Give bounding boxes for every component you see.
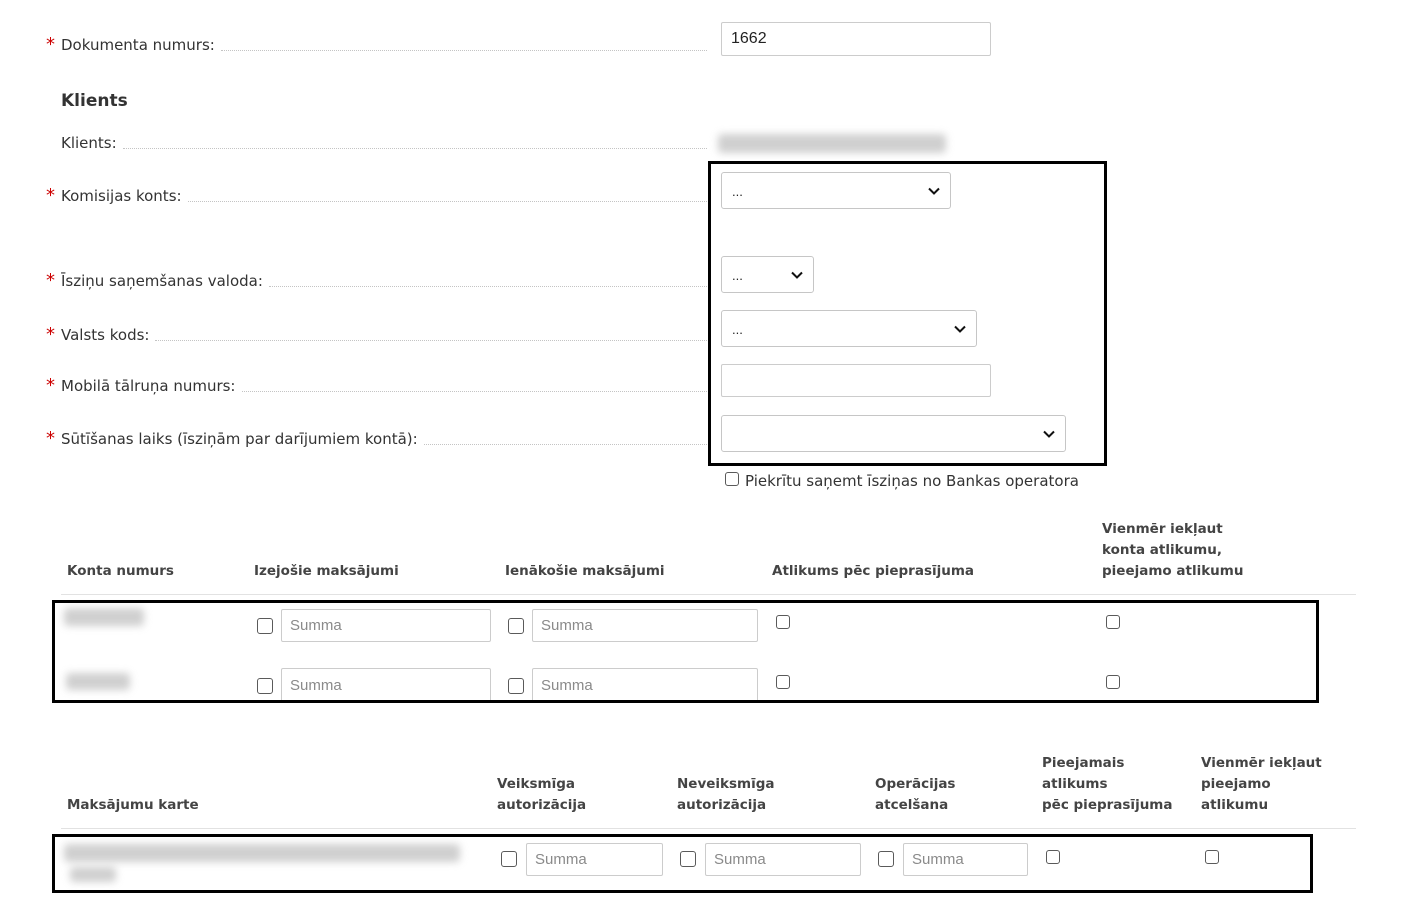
failed-auth-checkbox[interactable]: [680, 851, 696, 867]
field-row-document-number: [46, 34, 707, 55]
column-header-account-number: Konta numurs: [67, 563, 174, 579]
account-number-redacted: [66, 673, 130, 690]
dotted-leader: [123, 148, 707, 149]
chevron-down-icon: [1043, 430, 1055, 438]
always-include-available-checkbox[interactable]: [1205, 850, 1219, 864]
column-header-outgoing: Izejošie maksājumi: [254, 563, 399, 579]
sms-language-label: Īsziņu saņemšanas valoda:: [61, 272, 263, 290]
incoming-checkbox[interactable]: [508, 678, 524, 694]
balance-on-request-checkbox[interactable]: [776, 675, 790, 689]
consent-label[interactable]: Piekrītu saņemt īsziņas no Bankas operatora: [745, 472, 1079, 490]
select-value: ...: [732, 322, 743, 337]
select-value: ...: [732, 268, 743, 283]
document-number-input[interactable]: [721, 22, 991, 56]
field-row-sending-time: [46, 428, 707, 449]
select-value: ...: [732, 184, 743, 199]
client-section-title: Klients: [61, 91, 128, 111]
successful-auth-amount-input[interactable]: [526, 843, 663, 876]
card-name-redacted: [70, 867, 116, 882]
column-header-payment-card: Maksājumu karte: [67, 797, 199, 813]
commission-account-label: Komisijas konts:: [61, 187, 182, 205]
sms-language-select[interactable]: [721, 256, 814, 293]
outgoing-checkbox[interactable]: [257, 618, 273, 634]
column-header-incoming: Ienākošie maksājumi: [505, 563, 665, 579]
always-include-checkbox[interactable]: [1106, 675, 1120, 689]
required-asterisk: *: [46, 428, 55, 449]
column-header-always-include: Vienmēr iekļaut konta atlikumu, pieejamo atlikumu: [1102, 521, 1244, 579]
table-divider: [61, 828, 1356, 829]
incoming-amount-input[interactable]: [532, 668, 758, 703]
country-code-select[interactable]: [721, 310, 977, 347]
reversal-checkbox[interactable]: [878, 851, 894, 867]
table-row: [0, 600, 1405, 660]
column-header-failed-auth: Neveiksmīga autorizācija: [677, 776, 775, 813]
column-header-reversal: Operācijas atcelšana: [875, 776, 956, 813]
mobile-number-input[interactable]: [721, 364, 991, 397]
dotted-leader: [269, 286, 707, 287]
dotted-leader: [424, 444, 707, 445]
required-asterisk: *: [46, 185, 55, 206]
reversal-amount-input[interactable]: [903, 843, 1028, 876]
document-number-label: Dokumenta numurs:: [61, 36, 215, 54]
dotted-leader: [221, 50, 707, 51]
consent-checkbox[interactable]: [725, 472, 739, 486]
column-header-available-on-request: Pieejamais atlikums pēc pieprasījuma: [1042, 755, 1173, 813]
chevron-down-icon: [791, 271, 803, 279]
field-row-sms-language: [46, 270, 707, 291]
required-asterisk: *: [46, 34, 55, 55]
field-row-mobile-number: [46, 375, 707, 396]
field-row-client: [61, 133, 707, 153]
client-name-redacted: [718, 134, 946, 153]
accounts-table-header: [0, 500, 1405, 582]
country-code-label: Valsts kods:: [61, 326, 150, 344]
sending-time-select[interactable]: [721, 415, 1066, 452]
balance-on-request-checkbox[interactable]: [776, 615, 790, 629]
required-asterisk: *: [46, 324, 55, 345]
commission-account-select[interactable]: [721, 172, 951, 209]
client-label: Klients:: [61, 134, 117, 152]
table-row: [0, 660, 1405, 703]
incoming-checkbox[interactable]: [508, 618, 524, 634]
incoming-amount-input[interactable]: [532, 609, 758, 642]
failed-auth-amount-input[interactable]: [705, 843, 861, 876]
dotted-leader: [242, 391, 708, 392]
field-row-country-code: [46, 324, 707, 345]
table-divider: [61, 594, 1356, 595]
outgoing-checkbox[interactable]: [257, 678, 273, 694]
chevron-down-icon: [928, 187, 940, 195]
required-asterisk: *: [46, 270, 55, 291]
column-header-balance-on-request: Atlikums pēc pieprasījuma: [772, 563, 975, 579]
account-number-redacted: [64, 608, 144, 626]
sending-time-label: Sūtīšanas laiks (īsziņām par darījumiem kontā):: [61, 430, 418, 448]
cards-table-header: [0, 740, 1405, 816]
available-on-request-checkbox[interactable]: [1046, 850, 1060, 864]
table-row: [0, 834, 1405, 893]
dotted-leader: [188, 201, 707, 202]
mobile-number-label: Mobilā tālruņa numurs:: [61, 377, 236, 395]
column-header-always-include-available: Vienmēr iekļaut pieejamo atlikumu: [1201, 755, 1322, 813]
outgoing-amount-input[interactable]: [281, 668, 491, 703]
successful-auth-checkbox[interactable]: [501, 851, 517, 867]
always-include-checkbox[interactable]: [1106, 615, 1120, 629]
chevron-down-icon: [954, 325, 966, 333]
outgoing-amount-input[interactable]: [281, 609, 491, 642]
column-header-successful-auth: Veiksmīga autorizācija: [497, 776, 587, 813]
field-row-commission-account: [46, 185, 707, 206]
card-name-redacted: [64, 844, 460, 862]
required-asterisk: *: [46, 375, 55, 396]
dotted-leader: [155, 340, 707, 341]
